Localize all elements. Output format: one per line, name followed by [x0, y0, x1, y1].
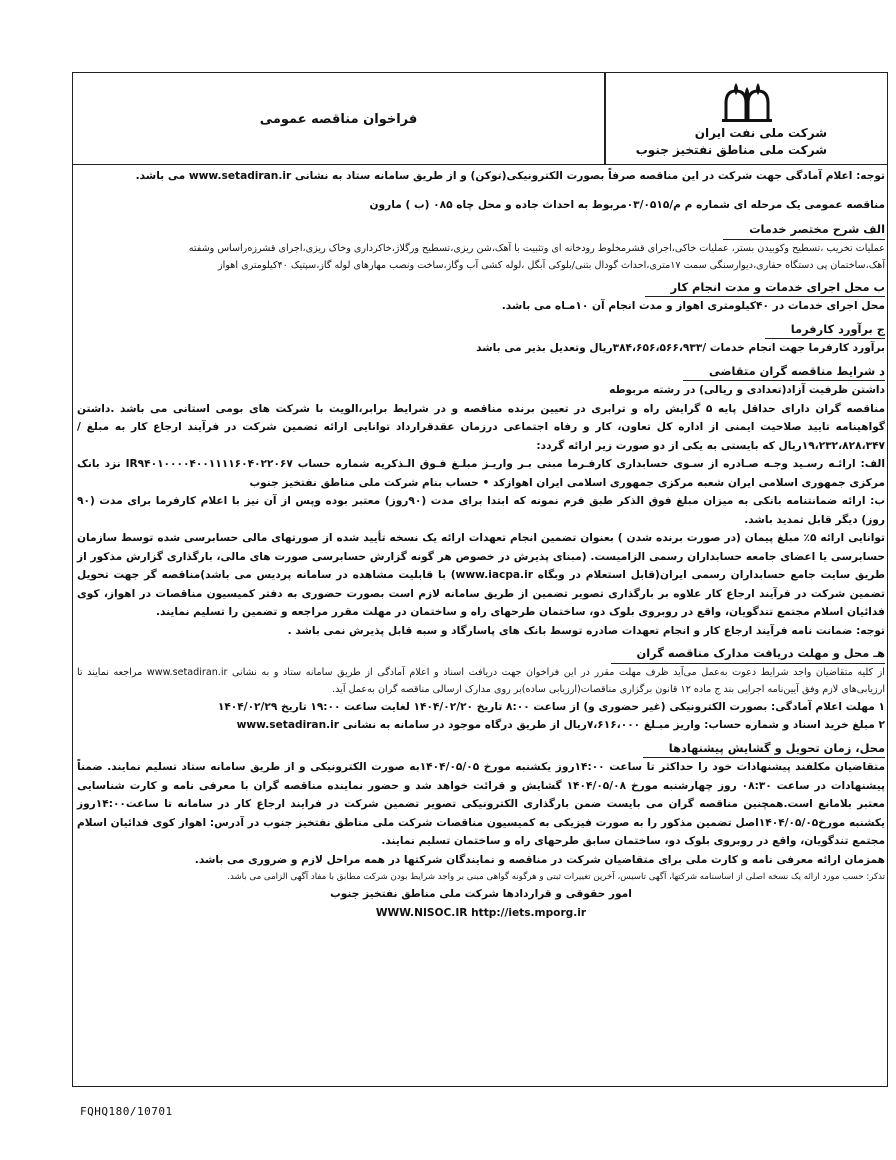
- closing-websites: WWW.NISOC.IR http://iets.mporg.ir: [375, 906, 587, 919]
- header-row: [73, 73, 887, 165]
- section-f-text: متقاضیان مکلفند پیشنهادات خود را حداکثر تا ساعت ۱۴:۰۰روز یکشنبه مورخ ۱۴۰۴/۰۵/۰۵به صورت الکترونیکی و از طریق سامانه ستاد تسلیم نمایند. ضمناً پیشنهادات در ساعت ۰۸:۳۰ روز چهارشنبه مورخ ۱۴۰۴/۰۵/۰۸ گشایش و قرائت خواهد شد و حضور نماینده مناقصه گران با معرفی نامه و کارت شناسایی معتبر بلامانع است.همچنین مناقصه گران می بایست ضمن بارگذاری الکترونیکی تصویر تضمین شرکت در فرایند ارجاع کار در سامانه تا ساعت۱۴:۰۰روز یکشنبه مورخ۱۴۰۴/۰۵/۰۵اصل تضمین مذکور را به صورت فیزیکی به کمیسیون مناقصات شرکت ملی مناطق نفتخیز جنوب در آدرس: اهواز کوی فدائیان اسلام مجتمع تندگویان، واقع در روبروی بلوک دو، ساختمان سابق طرحهای راه و ساختمان تسلیم نمایند.: [77, 761, 886, 847]
- section-a-heading: الف شرح مختصر خدمات: [723, 220, 885, 240]
- section-d-text-3: الف: ارائـه رسـید وجـه صـادره از سـوی حسابداری کارفـرما مبنی بـر واریـز مبلـغ فـوق الـذکریه شماره حساب IR۹۴۰۱۰۰۰۰۴۰۰۱۱۱۱۶۰۴۰۲۲۰۶۷ نزد بانک مرکزی جمهوری اسلامی ایران شعبه مرکزی جمهوری اسلامی ایران اهوازکد • حساب بنام شرکت ملی مناطق نفتخیز جنوب: [77, 458, 886, 489]
- tender-line: مناقصه عمومی یک مرحله ای شماره م م/۰۳/۰۵۱۵مربوط به احداث جاده و محل چاه ۰۸۵ (ب ) مارون: [369, 198, 885, 211]
- section-a-text-2: آهک،ساختمان پی دستگاه حفاری،دیوارسنگی سمت ۱۷متری،احداث گودال بتنی/بلوکی آبگل ،لوله کشی آب وگاز،ساخت ونصب مهارهای لوله گاز،سپتیک ۴۰کیلومتری اهواز: [218, 259, 885, 271]
- closing-line-1: همزمان ارائه معرفی نامه و کارت ملی برای متقاضیان شرکت در مناقصه و نمایندگان شرکتها در همه مراحل لازم و ضروری می باشد.: [194, 853, 885, 866]
- company-name-line-1: شرکت ملی نفت ایران: [694, 126, 827, 140]
- form-code: FQHQ180/10701: [80, 1105, 173, 1118]
- section-a-text-1: عملیات تخریب ،تسطیح وکوبیدن بستر، عملیات خاکی،اجرای قشرمخلوط رودخانه ای وتثبیت با آهک،شن ریزی،تسطیح ورگلاژ،خاکرداری وخاک ریزی،اجرای قشرزه‌راساس وشفته: [188, 242, 885, 254]
- section-d-text-2: مناقصه گران دارای حداقل پایه ۵ گرایش راه و ترابری در تعیین برنده مناقصه و در شرایط برابر،الویت با شرکت های بومی استانی می باشد .داشتن گواهینامه تایید صلاحیت ایمنی از اداره کل تعاون، کار و رفاه اجتماعی درزمان عقدقرارداد توانایی ارائه تضمین شرکت در فرآیند ارجاع کار به مبلغ /۱۹،۲۳۲،۸۲۸،۳۴۷ریال که بایستی به یکی از دو صورت زیر ارائه گردد:: [77, 402, 885, 452]
- section-b-heading: ب محل اجرای خدمات و مدت انجام کار: [645, 278, 885, 298]
- document-body: [77, 167, 885, 1085]
- notice-text: توجه: اعلام آمادگی جهت شرکت در این مناقصه صرفاً بصورت الکترونیکی(توکن) و از طریق سامانه ستاد به نشانی www.setadiran.ir می باشد.: [135, 170, 885, 182]
- document-frame: [72, 72, 888, 1087]
- section-d-text-1: داشتن ظرفیت آزاد(تعدادی و ریالی) در رشته مربوطه: [609, 384, 885, 396]
- section-e-heading: هـ محل و مهلت دریافت مدارک مناقصه گران: [611, 644, 885, 664]
- closing-note: تذکر: حسب مورد ارائه یک نسخه اصلی از اساسنامه شرکتها، آگهی تاسیس، آخرین تغییرات ثبتی و هرگونه گواهی مبنی بر واجد شرایط بودن شرکت مطابق با مفاد آگهی الزامی می باشد.: [227, 872, 885, 882]
- page-title: فراخوان مناقصه عمومی: [259, 111, 418, 127]
- section-b-text: محل اجرای خدمات در ۴۰کیلومتری اهواز و مدت انجام آن ۱۰مـاه می باشد.: [501, 300, 885, 312]
- section-e-item-2: ۲ مبلغ خرید اسناد و شماره حساب: واریز مبـلغ ۷،۶۱۶،۰۰۰ریال از طریق درگاه موجود در سامانه به نشانی www.setadiran.ir: [236, 719, 885, 731]
- company-box: [606, 73, 887, 165]
- nioc-logo-icon: [718, 81, 776, 123]
- section-d-heading: د شرایط مناقصه گران متقاضی: [683, 362, 885, 382]
- section-e-text-1: از کلیه متقاضیان واجد شرایط دعوت به‌عمل می‌آید ظرف مهلت مقرر در این فراخوان جهت دریافت اسناد و اعلام آمادگی از طریق سامانه ستاد و به نشانی www.setadiran.ir مراجعه نمایند تا ارزیابی‌های لازم وفق آیین‌نامه اجرایی بند ج ماده ۱۲ قانون برگزاری مناقصات(ارزیابی ساده)بر روی مدارک ارسالی مناقصه گران به‌عمل آید.: [77, 666, 885, 695]
- section-f-heading: محل، زمان تحویل و گشایش پیشنهادها: [643, 739, 885, 759]
- section-c-text: برآورد کارفرما جهت انجام خدمات /۳۸۴،۶۵۶،۵۶۶،۹۳۳ریال وتعدیل بذیر می باشد: [476, 342, 885, 354]
- section-d-text-5: توانایی ارائه ۵٪ مبلغ پیمان (در صورت برنده شدن ) بعنوان تضمین انجام تعهدات ارائه یک نسخه تأیید شده از صورتهای مالی حسابرسی شده توسط سازمان حسابرسی یا اعضای جامعه حسابداران رسمی الزامیست. (مبنای پذیرش در خصوص هر گونه گزارش حسابرسی صورت های مالی، بارگذاری گزارش مذکور از طریق سایت جامع حسابداران رسمی ایران(قابل استعلام در وبگاه www.iacpa.ir) با قابلیت مشاهده در سامانه پردیس می باشد)مناقصه گر جهت تحویل تضمین شرکت در فرآیند ارجاع کار علاوه بر بارگذاری تصویر تضمین از طریق سامانه لازم است بصورت حضوری به دفتر کمیسیون مناقصات در اهواز، کوی فدائیان اسلام مجتمع تندگویان، واقع در روبروی بلوک دو، ساختمان طرحهای راه و ساختمان در مهلت مقرر مراجعه و تضمین را تسلیم نمایند.: [77, 532, 886, 618]
- section-c-heading: ج برآورد کارفرما: [765, 320, 885, 340]
- section-d-text-4: ب: ارائه ضمانتنامه بانکی به میزان مبلغ فوق الذکر طبق فرم نمونه که ابتدا برای مدت (۹۰روز) معتبر بوده وپس از آن نیز با اعلام کارفرما برای مدت (۹۰ روز) دیگر قابل تمدید باشد.: [77, 495, 885, 526]
- section-d-note: توجه: ضمانت نامه فرآیند ارجاع کار و انجام تعهدات صادره توسط بانک های پاسارگاد و سبه قابل پذیرش نمی باشد .: [287, 624, 885, 637]
- closing-signature: امور حقوقی و قراردادها شرکت ملی مناطق نفتخیز جنوب: [330, 888, 632, 900]
- section-e-item-1: ۱ مهلت اعلام آمادگی: بصورت الکترونیکی (غیر حضوری و) از ساعت ۸:۰۰ تاریخ ۱۴۰۴/۰۲/۲۰ لغایت ساعت ۱۹:۰۰ تاریخ ۱۴۰۴/۰۲/۲۹: [217, 700, 885, 713]
- company-name-line-2: شرکت ملی مناطق نفتخیز جنوب: [635, 143, 827, 157]
